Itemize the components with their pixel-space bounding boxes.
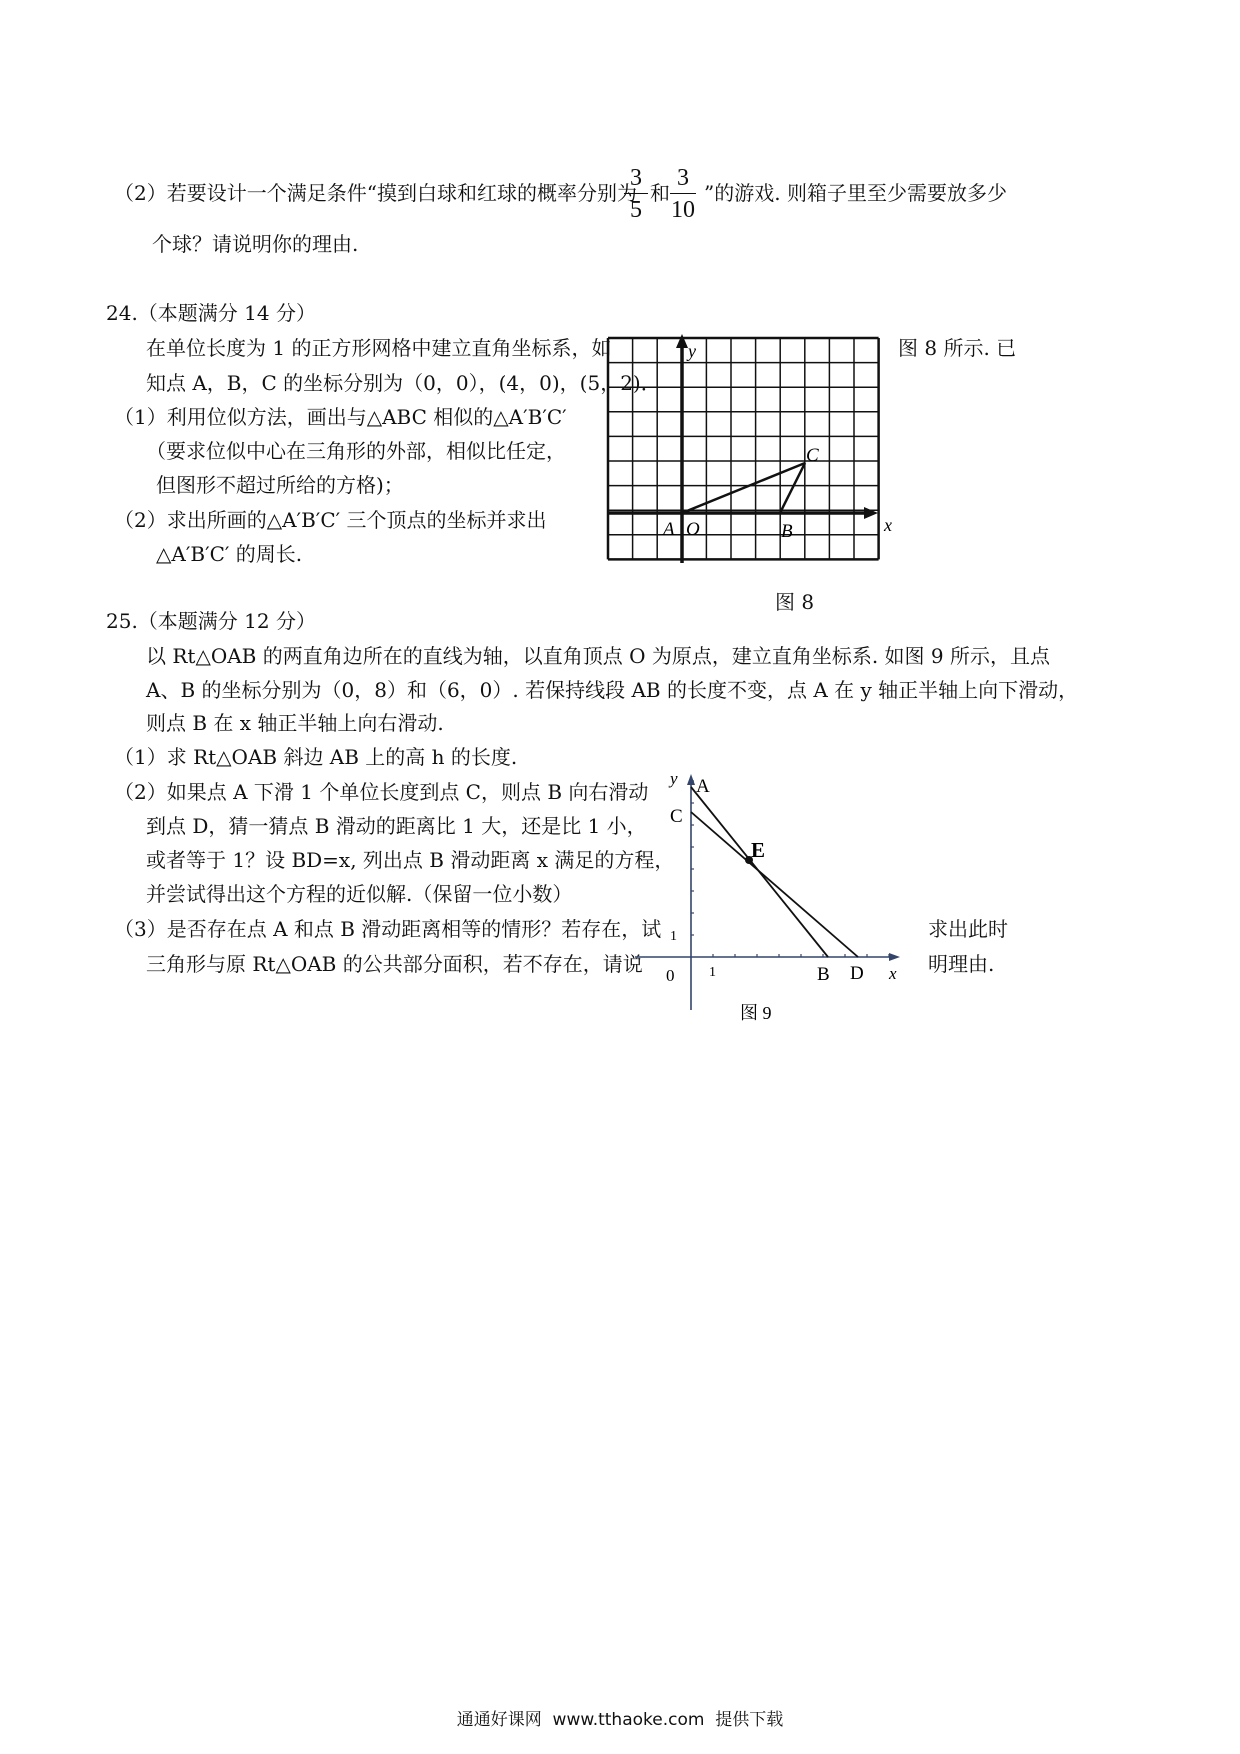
figure-9-diagram bbox=[630, 762, 920, 1032]
point-label-a: A bbox=[696, 776, 710, 797]
q24-part1-line3: 但图形不超过所给的方格)； bbox=[156, 473, 404, 497]
fraction-bar bbox=[624, 193, 648, 194]
page-footer: 通通好课网 www.tthaoke.com 提供下载 bbox=[456, 1710, 784, 1730]
q25-part1: （1）求 Rt△OAB 斜边 AB 上的高 h 的长度. bbox=[114, 745, 518, 769]
fraction-bar bbox=[670, 193, 696, 194]
tick-label-1-y: 1 bbox=[670, 929, 677, 944]
q24-line2: 知点 A，B，C 的坐标分别为（0，0），(4，0)，(5，2)． bbox=[146, 371, 661, 395]
q23-part2-suffix: ”的游戏. 则箱子里至少需要放多少 bbox=[704, 181, 1007, 205]
q24-heading: 24.（本题满分 14 分） bbox=[106, 301, 316, 325]
grid-lines bbox=[608, 338, 879, 559]
triangle-abc bbox=[682, 463, 805, 513]
axis-label-y: y bbox=[670, 769, 678, 788]
q25-heading: 25.（本题满分 12 分） bbox=[106, 609, 316, 633]
figure-8-grid bbox=[600, 328, 900, 573]
fraction-three-fifths bbox=[624, 166, 648, 222]
q24-line1-right: 图 8 所示. 已 bbox=[898, 336, 1017, 360]
q23-part2-prefix: （2）若要设计一个满足条件“摸到白球和红球的概率分别为 bbox=[114, 181, 637, 205]
axes bbox=[608, 334, 878, 563]
axis-label-y: y bbox=[688, 341, 696, 361]
fraction-numerator: 3 bbox=[677, 165, 689, 191]
point-label-d: D bbox=[850, 963, 864, 984]
q25-part3-line1: （3）是否存在点 A 和点 B 滑动距离相等的情形？若存在，试 bbox=[114, 917, 662, 941]
axis-ticks bbox=[691, 781, 889, 957]
fraction-denominator: 5 bbox=[630, 197, 642, 223]
point-label-c: C bbox=[806, 445, 819, 466]
q24-line1: 在单位长度为 1 的正方形网格中建立直角坐标系，如 bbox=[146, 336, 612, 360]
q24-part2-line1: （2）求出所画的△A′B′C′ 三个顶点的坐标并求出 bbox=[114, 508, 547, 532]
point-label-b: B bbox=[817, 964, 830, 985]
fraction-three-tenths bbox=[670, 166, 696, 222]
figure-9-caption: 图 9 bbox=[740, 1003, 772, 1023]
axis-label-x: x bbox=[889, 964, 897, 983]
point-label-c: C bbox=[670, 806, 683, 827]
point-label-a: A bbox=[663, 519, 675, 540]
q25-intro-line3: 则点 B 在 x 轴正半轴上向右滑动. bbox=[146, 711, 444, 735]
q25-part2-line2: 到点 D，猜一猜点 B 滑动的距离比 1 大，还是比 1 小， bbox=[146, 814, 647, 838]
tick-label-1-x: 1 bbox=[709, 965, 716, 980]
q23-he: 和 bbox=[650, 181, 670, 205]
q25-intro-line2: A、B 的坐标分别为（0，8）和（6，0）. 若保持线段 AB 的长度不变，点 A 在 y 轴正半轴上向下滑动， bbox=[146, 678, 1079, 702]
q24-part1-line2: （要求位似中心在三角形的外部，相似比任定， bbox=[146, 439, 566, 463]
q25-part3-line2: 三角形与原 Rt△OAB 的公共部分面积，若不存在，请说 bbox=[146, 952, 643, 976]
figure-8-caption: 图 8 bbox=[775, 590, 815, 614]
q25-part2-line1: （2）如果点 A 下滑 1 个单位长度到点 C，则点 B 向右滑动 bbox=[114, 780, 649, 804]
point-label-e: E bbox=[751, 838, 766, 862]
q25-part3-line1-right: 求出此时 bbox=[928, 917, 1008, 941]
q25-part2-line3: 或者等于 1？设 BD=x, 列出点 B 滑动距离 x 满足的方程， bbox=[146, 848, 675, 872]
q24-part2-line2: △A′B′C′ 的周长. bbox=[156, 542, 303, 566]
point-label-b: B bbox=[781, 521, 793, 542]
fraction-numerator: 3 bbox=[630, 165, 642, 191]
axis-label-x: x bbox=[884, 515, 892, 535]
origin-label: 0 bbox=[666, 966, 675, 985]
q25-intro-line1: 以 Rt△OAB 的两直角边所在的直线为轴，以直角顶点 O 为原点，建立直角坐标系. 如图 9 所示，且点 bbox=[146, 644, 1050, 668]
q25-part2-line4: 并尝试得出这个方程的近似解.（保留一位小数） bbox=[146, 882, 573, 906]
q25-part3-line2-right: 明理由. bbox=[928, 952, 995, 976]
fraction-denominator: 10 bbox=[671, 197, 695, 223]
q24-part1-line1: （1）利用位似方法，画出与△ABC 相似的△A′B′C′ bbox=[114, 405, 567, 429]
sliding-segments bbox=[691, 787, 858, 957]
origin-label-o: O bbox=[686, 519, 700, 540]
q23-part2-line2: 个球？请说明你的理由. bbox=[152, 232, 359, 256]
